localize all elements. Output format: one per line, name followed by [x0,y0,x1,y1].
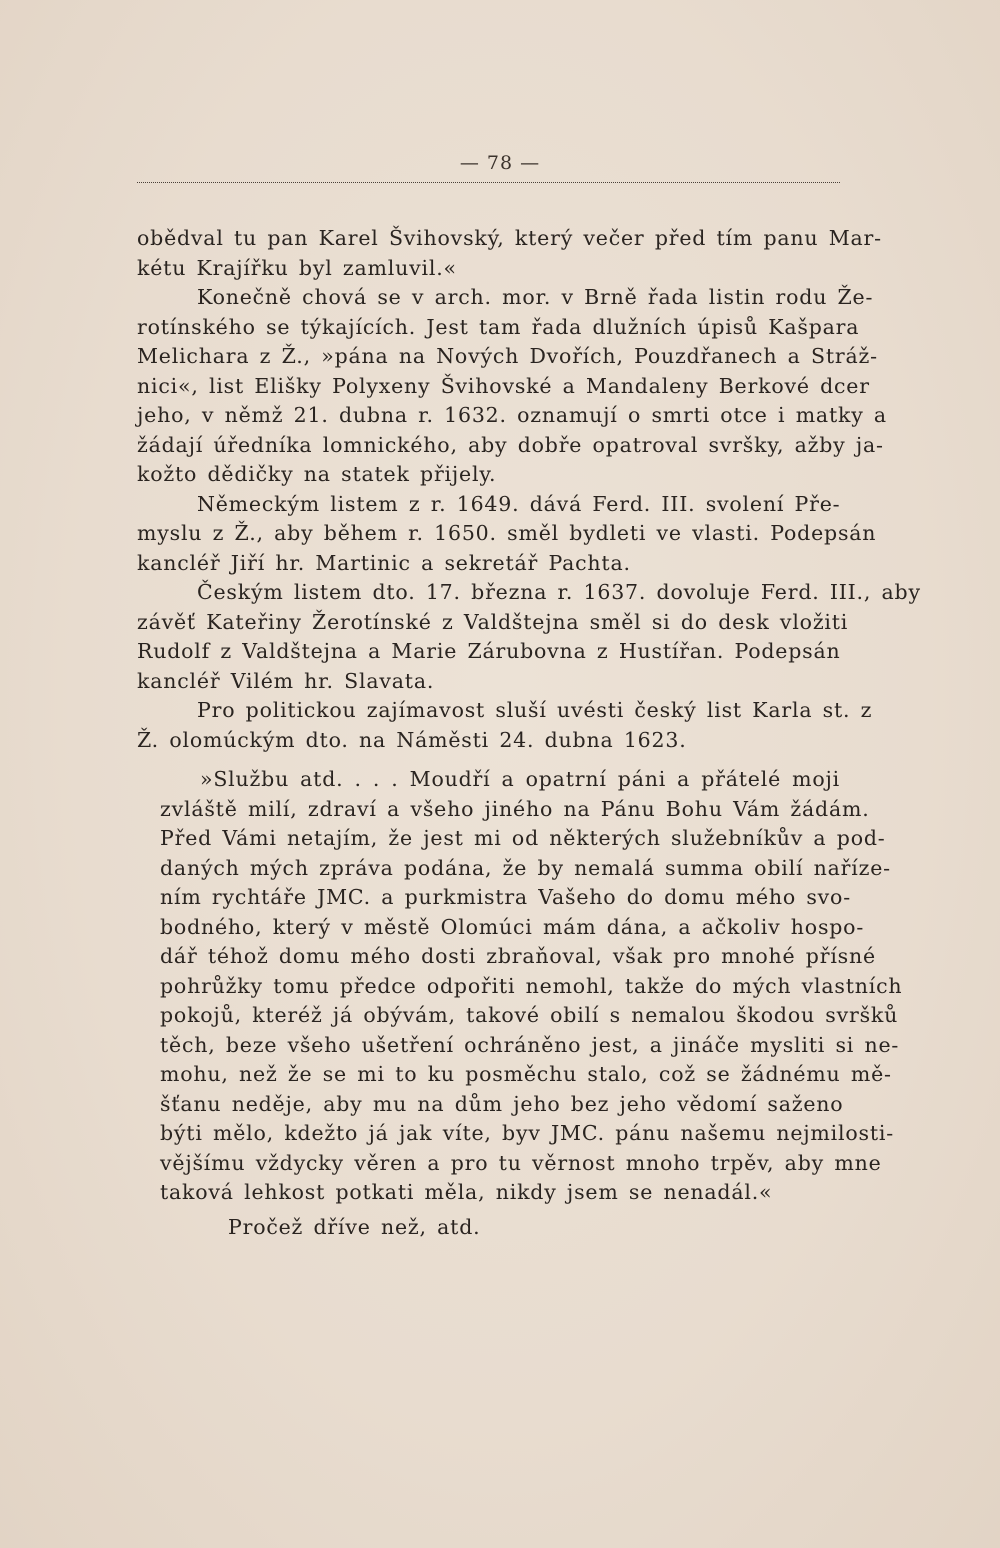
text-line: Rudolf z Valdštejna a Marie Zárubovna z Hustířan. Podepsán [137,639,841,663]
closing-line: Pročež dříve než, atd. [228,1215,481,1239]
text-line: Před Vámi netajím, že jest mi od některých služebníkův a pod- [160,826,886,850]
text-line: obědval tu pan Karel Švihovský, který večer před tím panu Mar- [137,226,882,250]
text-line: závěť Kateřiny Žerotínské z Valdštejna směl si do desk vložiti [137,609,849,634]
text-line: býti mělo, kdežto já jak víte, byv JMC. pánu našemu nejmilosti- [160,1121,894,1145]
text-line: pokojů, kteréž já obývám, takové obilí s nemalou škodou svršků [160,1003,899,1027]
text-line: jeho, v němž 21. dubna r. 1632. oznamují o smrti otce i matky a [137,403,887,427]
text-line: Melichara z Ž., »pána na Nových Dvořích, Pouzdřanech a Stráž- [137,344,878,368]
page-number: — 78 — [459,152,541,174]
text-line: zvláště milí, zdraví a všeho jiného na Pánu Bohu Vám žádám. [160,796,870,821]
text-line: kancléř Jiří hr. Martinic a sekretář Pachta. [137,550,631,575]
text-line: Českým listem dto. 17. března r. 1637. dovoluje Ferd. III., aby [197,580,921,604]
text-line: bodného, který v městě Olomúci mám dána, a ačkoliv hospo- [160,914,865,939]
text-line: daných mých zpráva podána, že by nemalá summa obilí naříze- [160,855,891,880]
text-line: kétu Krajířku byl zamluvil.« [137,255,457,280]
text-line: žádají úředníka lomnického, aby dobře opatroval svršky, ažby ja- [137,432,884,457]
text-line: mohu, než že se mi to ku posměchu stalo, což se žádnému mě- [160,1062,892,1086]
quoted-letter-block [160,765,903,1208]
text-line: Konečně chová se v arch. mor. v Brně řada listin rodu Že- [197,285,874,309]
text-line: kancléř Vilém hr. Slavata. [137,668,435,693]
text-line: taková lehkost potkati měla, nikdy jsem se nenadál.« [160,1180,773,1204]
text-line: Ž. olomúckým dto. na Náměsti 24. dubna 1623. [137,727,687,752]
text-line: rotínského se týkajících. Jest tam řada dlužních úpisů Kašpara [137,314,860,339]
text-line: nici«, list Elišky Polyxeny Švihovské a Mandaleny Berkové dcer [137,373,870,398]
text-line: šťanu neděje, aby mu na dům jeho bez jeho vědomí saženo [160,1091,844,1116]
text-line: kožto dědičky na statek přijely. [137,462,497,486]
text-line: »Službu atd. . . . Moudří a opatrní páni a přátelé moji [200,767,840,791]
text-line: ním rychtáře JMC. a purkmistra Vašeho do domu mého svo- [160,885,851,909]
text-line: vějšímu vždycky věren a pro tu věrnost mnoho trpěv, aby mne [160,1150,882,1175]
header-rule [137,182,840,183]
main-text-block [137,224,921,755]
text-line: pohrůžky tomu předce odpořiti nemohl, takže do mých vlastních [160,973,903,998]
text-line: Německým listem z r. 1649. dává Ferd. III. svolení Pře- [197,491,841,516]
text-line: dář téhož domu mého dosti zbraňoval, však pro mnohé přísné [160,944,876,968]
text-line: Pro politickou zajímavost sluší uvésti český list Karla st. z [197,698,873,722]
text-line: těch, beze všeho ušetření ochráněno jest, a jináče mysliti si ne- [160,1032,900,1057]
text-line: myslu z Ž., aby během r. 1650. směl bydleti ve vlasti. Podepsán [137,521,877,545]
